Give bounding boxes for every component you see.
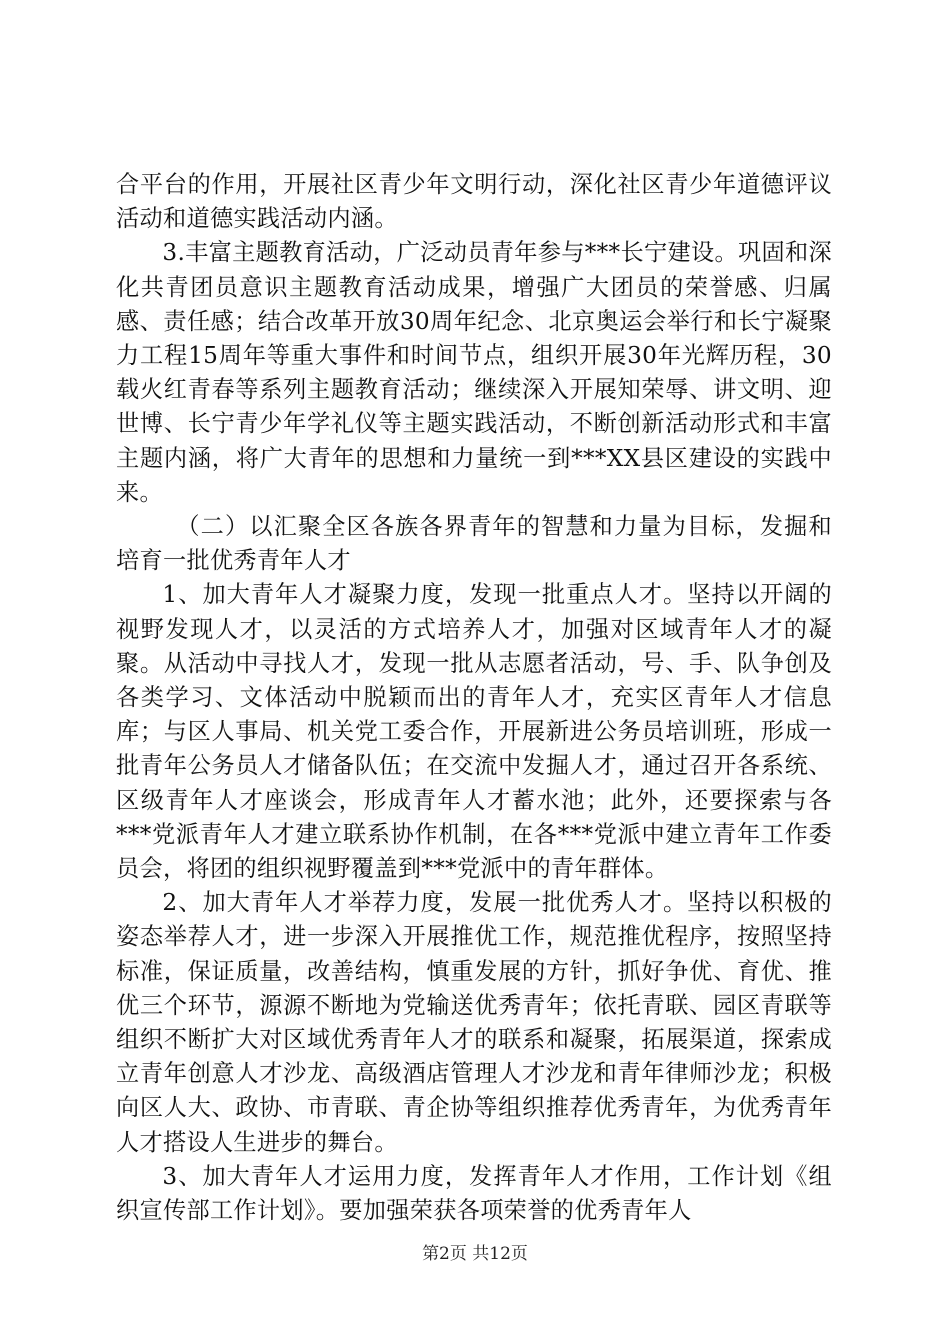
paragraph-item-2: 2、加大青年人才举荐力度，发展一批优秀人才。坚持以积极的姿态举荐人才，进一步深入开展推优工作，规范推优程序，按照坚持标准，保证质量，改善结构，慎重发展的方针，抓好争优、育优、推优三个环节，源源不断地为党输送优秀青年；依托青联、园区青联等组织不断扩大对区域优秀青年人才的联系和凝聚，拓展渠道，探索成立青年创意人才沙龙、高级酒店管理人才沙龙和青年律师沙龙；积极向区人大、政协、市青联、青企协等组织推荐优秀青年，为优秀青年人才搭设人生进步的舞台。 xyxy=(116,889,832,1156)
section-heading-2: （二）以汇聚全区各族各界青年的智慧和力量为目标，发掘和培育一批优秀青年人才 xyxy=(116,513,832,575)
paragraph-continuation: 合平台的作用，开展社区青少年文明行动，深化社区青少年道德评议活动和道德实践活动内涵。 xyxy=(116,171,832,233)
paragraph-item-3b: 3、加大青年人才运用力度，发挥青年人才作用，工作计划《组织宣传部工作计划》。要加强荣获各项荣誉的优秀青年人 xyxy=(116,1162,832,1225)
paragraph-item-1: 1、加大青年人才凝聚力度，发现一批重点人才。坚持以开阔的视野发现人才，以灵活的方式培养人才，加强对区域青年人才的凝聚。从活动中寻找人才，发现一批从志愿者活动，号、手、队争创及各类学习、文体活动中脱颖而出的青年人才，充实区青年人才信息库；与区人事局、机关党工委合作，开展新进公务员培训班，形成一批青年公务员人才储备队伍；在交流中发掘人才，通过召开各系统、区级青年人才座谈会，形成青年人才蓄水池；此外，还要探索与各***党派青年人才建立联系协作机制，在各***党派中建立青年工作委员会，将团的组织视野覆盖到***党派中的青年群体。 xyxy=(116,581,832,883)
document-body xyxy=(116,168,832,1228)
page-number-footer: 第2页 共12页 xyxy=(422,1244,528,1264)
paragraph-item-3: 3.丰富主题教育活动，广泛动员青年参与***长宁建设。巩固和深化共青团员意识主题教育活动成果，增强广大团员的荣誉感、归属感、责任感；结合改革开放30周年纪念、北京奥运会举行和长宁凝聚力工程15周年等重大事件和时间节点，组织开展30年光辉历程，30载火红青春等系列主题教育活动；继续深入开展知荣辱、讲文明、迎世博、长宁青少年学礼仪等主题实践活动，不断创新活动形式和丰富主题内涵，将广大青年的思想和力量统一到***XX县区建设的实践中来。 xyxy=(116,239,832,506)
